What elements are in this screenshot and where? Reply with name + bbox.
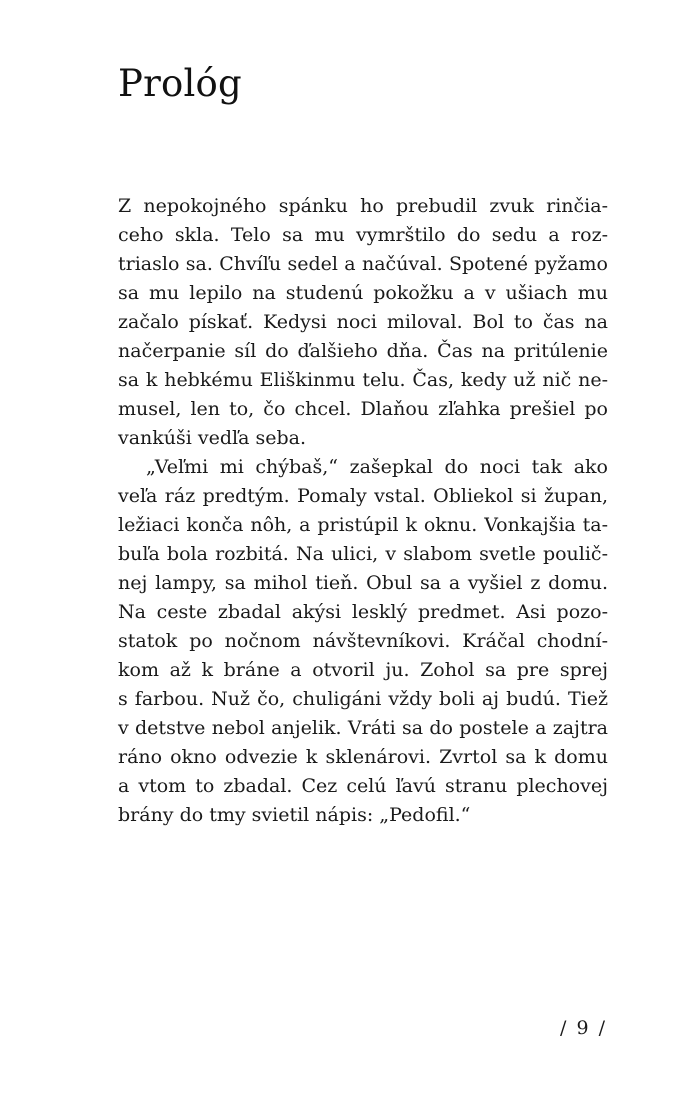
text-line: kom až k bráne a otvoril ju. Zohol sa pre sprej: [118, 659, 608, 681]
text-line: sa mu lepilo na studenú pokožku a v ušiach mu: [118, 282, 608, 304]
text-line: „Veľmi mi chýbaš,“ zašepkal do noci tak ako: [146, 456, 608, 478]
text-line: Na ceste zbadal akýsi lesklý predmet. Asi pozo-: [118, 601, 608, 623]
text-line: musel, len to, čo chcel. Dlaňou zľahka prešiel po: [118, 398, 608, 420]
text-line: triaslo sa. Chvíľu sedel a načúval. Spotené pyžamo: [118, 253, 608, 275]
text-line: začalo pískať. Kedysi noci miloval. Bol to čas na: [118, 311, 608, 333]
paragraph-2: [118, 453, 608, 830]
body-text: [118, 192, 608, 830]
text-line: vankúši vedľa seba.: [118, 427, 307, 449]
text-line: buľa bola rozbitá. Na ulici, v slabom svetle poulič-: [118, 543, 608, 565]
chapter-title: Prológ: [118, 62, 242, 105]
text-line: sa k hebkému Eliškinmu telu. Čas, kedy už nič ne-: [118, 369, 608, 391]
text-line: ceho skla. Telo sa mu vymrštilo do sedu a roz-: [118, 224, 608, 246]
text-line: a vtom to zbadal. Cez celú ľavú stranu plechovej: [118, 775, 608, 797]
text-line: Z nepokojného spánku ho prebudil zvuk rinčia-: [118, 195, 608, 217]
text-line: nej lampy, sa mihol tieň. Obul sa a vyšiel z domu.: [118, 572, 608, 594]
text-line: veľa ráz predtým. Pomaly vstal. Obliekol si župan,: [118, 485, 608, 507]
text-line: načerpanie síl do ďalšieho dňa. Čas na pritúlenie: [118, 340, 608, 362]
text-line: brány do tmy svietil nápis: „Pedofil.“: [118, 804, 471, 826]
paragraph-1: [118, 192, 608, 453]
page-number: / 9 /: [560, 1017, 607, 1039]
text-line: statok po nočnom návštevníkovi. Kráčal chodní-: [118, 630, 608, 652]
text-line: ráno okno odvezie k sklenárovi. Zvrtol sa k domu: [118, 746, 608, 768]
text-line: s farbou. Nuž čo, chuligáni vždy boli aj budú. Tiež: [118, 688, 608, 710]
text-line: ležiaci konča nôh, a pristúpil k oknu. Vonkajšia ta-: [118, 514, 608, 536]
text-line: v detstve nebol anjelik. Vráti sa do postele a zajtra: [118, 717, 608, 739]
